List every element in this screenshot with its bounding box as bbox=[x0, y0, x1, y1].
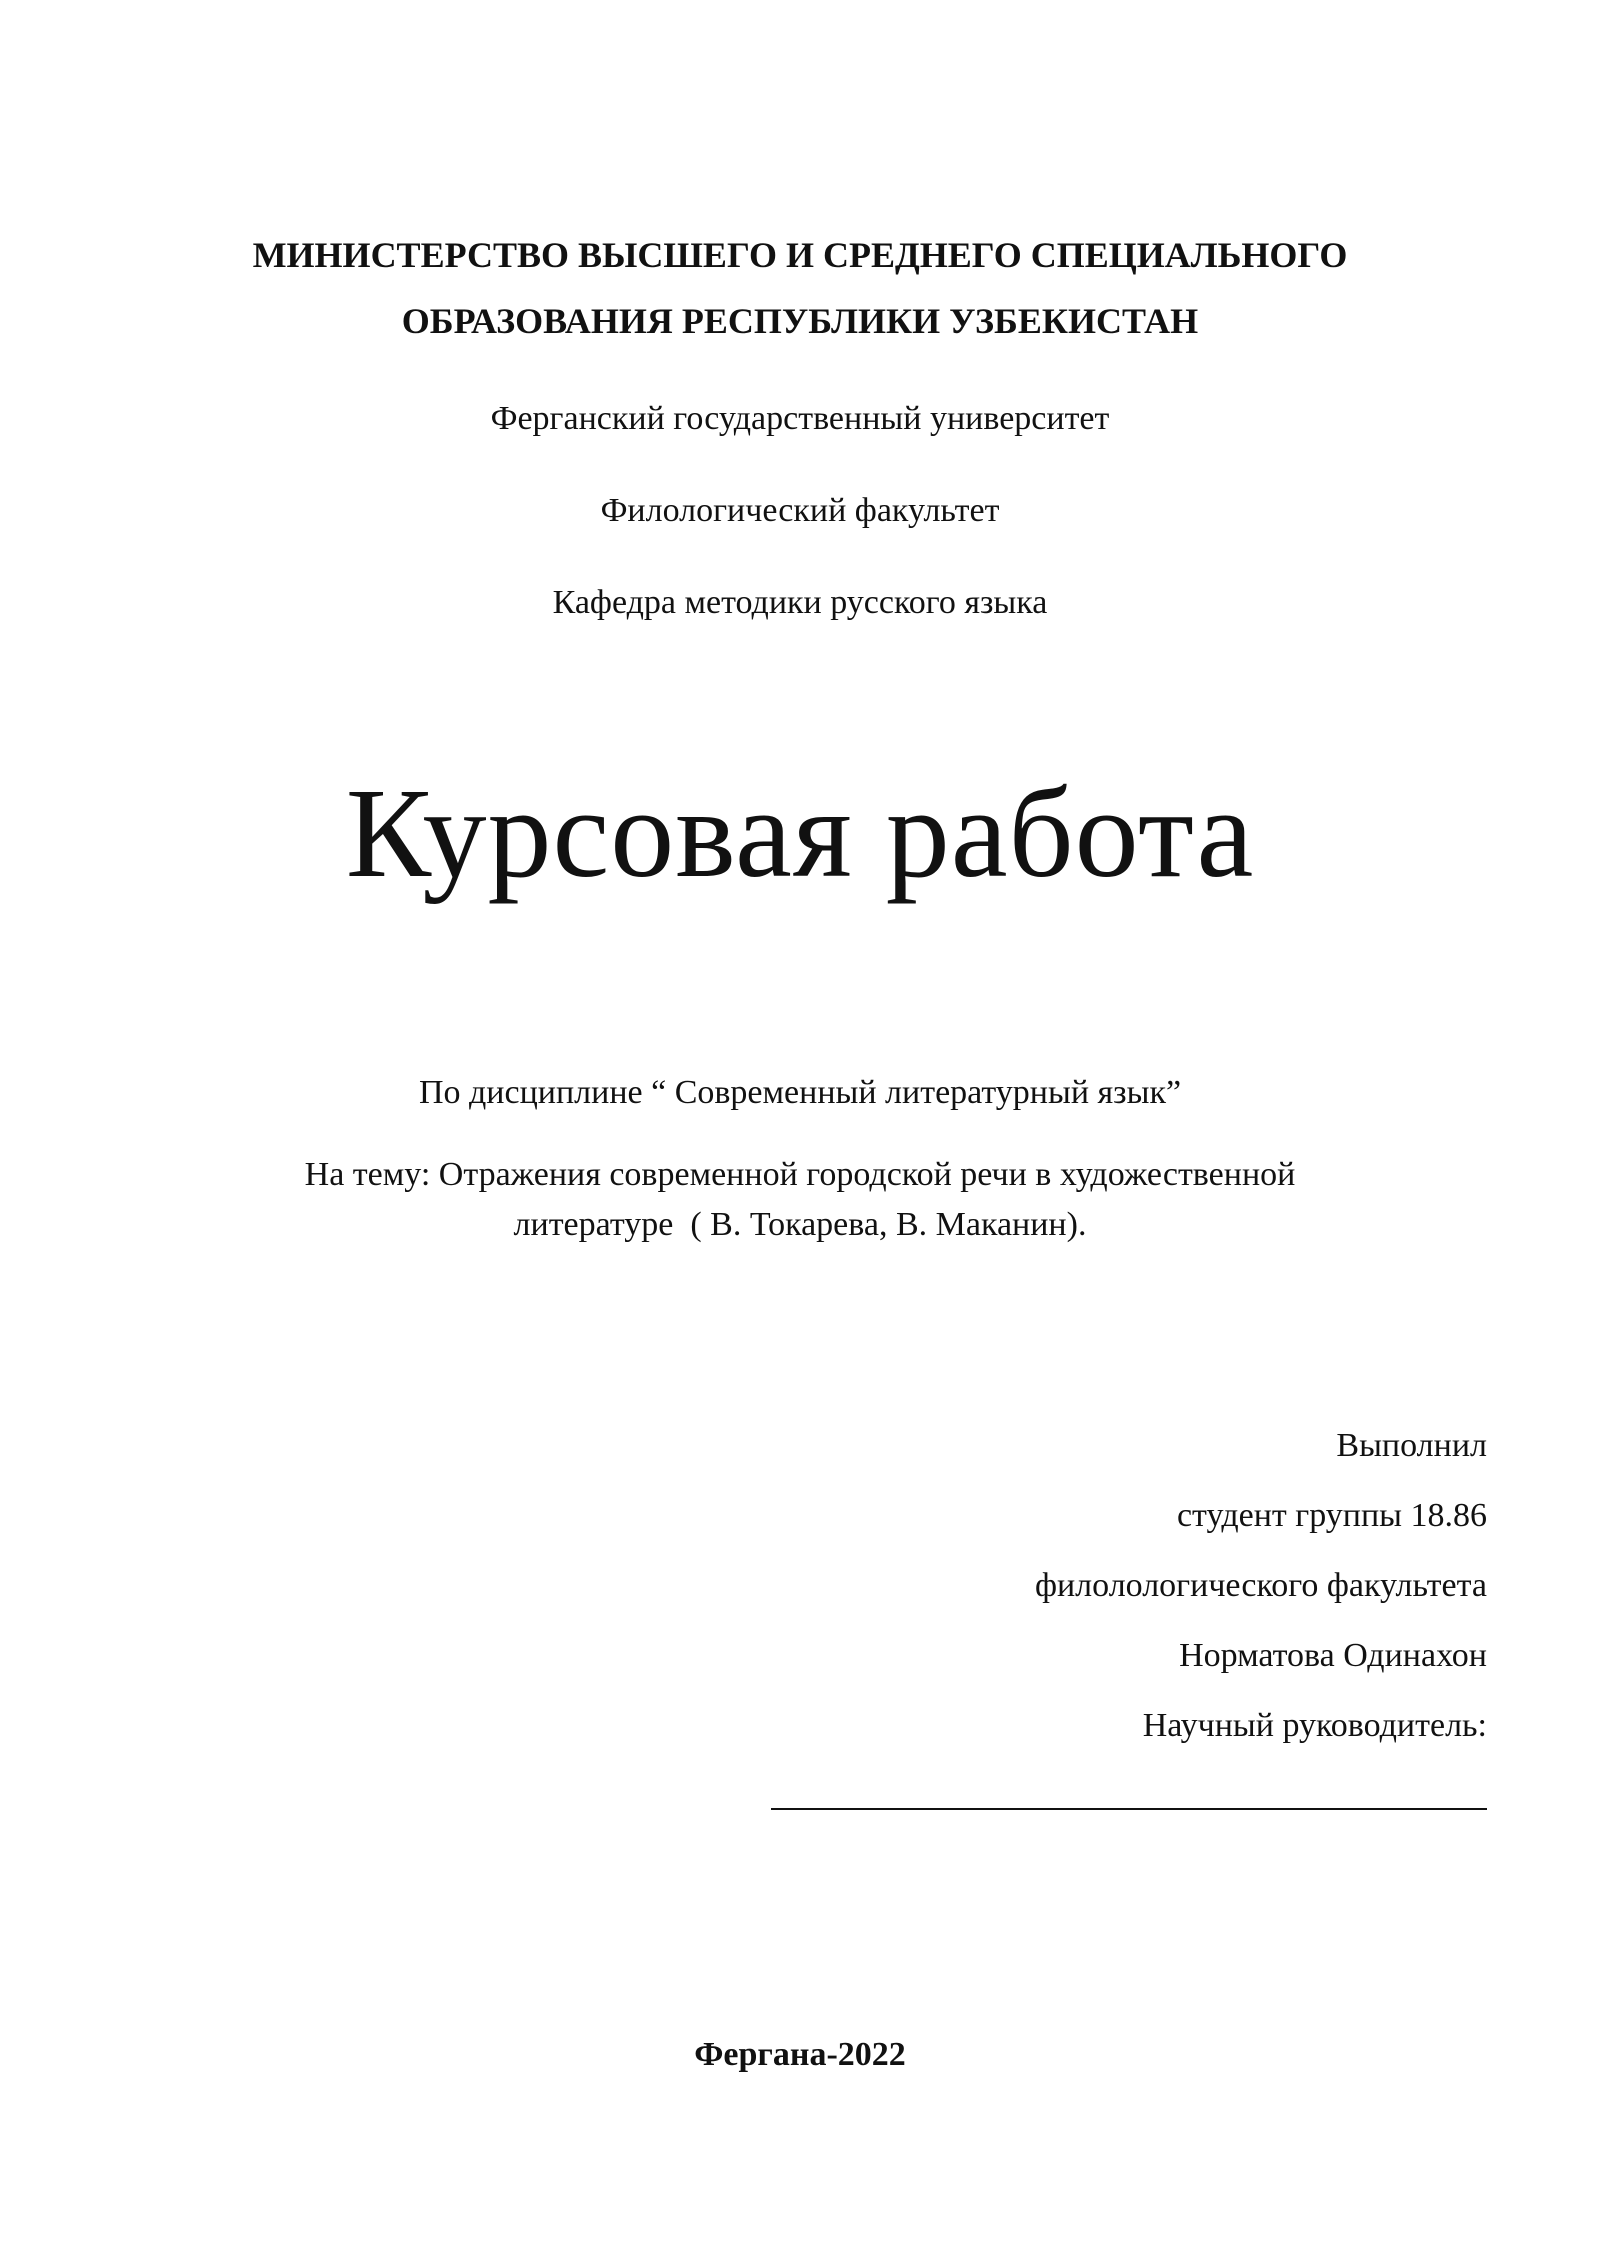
ministry-header bbox=[0, 222, 1600, 354]
document-title: Курсовая работа bbox=[345, 762, 1255, 904]
performed-label: Выполнил bbox=[1336, 1427, 1487, 1464]
ministry-line-2: ОБРАЗОВАНИЯ РЕСПУБЛИКИ УЗБЕКИСТАН bbox=[401, 301, 1199, 341]
ministry-line-1: МИНИСТЕРСТВО ВЫСШЕГО И СРЕДНЕГО СПЕЦИАЛЬНОГО bbox=[252, 235, 1348, 275]
topic-line-1: На тему: Отражения современной городской речи в художественной bbox=[304, 1156, 1296, 1193]
supervisor-signature-line bbox=[771, 1808, 1487, 1810]
discipline-line: По дисциплине “ Современный литературный язык” bbox=[418, 1074, 1182, 1111]
city-year: Фергана-2022 bbox=[694, 2036, 906, 2073]
student-faculty: филолологического факультета bbox=[1034, 1567, 1487, 1604]
student-group: студент группы 18.86 bbox=[1176, 1497, 1487, 1534]
faculty-name: Филологический факультет bbox=[600, 492, 1000, 529]
topic-line-2: литературе ( В. Токарева, В. Маканин). bbox=[513, 1206, 1087, 1243]
author-block bbox=[1035, 1422, 1487, 1772]
student-name: Норматова Одинахон bbox=[1179, 1637, 1487, 1674]
department-name: Кафедра методики русского языка bbox=[552, 584, 1048, 621]
university-name: Ферганский государственный университет bbox=[490, 400, 1110, 437]
topic-block bbox=[0, 1150, 1600, 1250]
supervisor-label: Научный руководитель: bbox=[1142, 1707, 1487, 1744]
